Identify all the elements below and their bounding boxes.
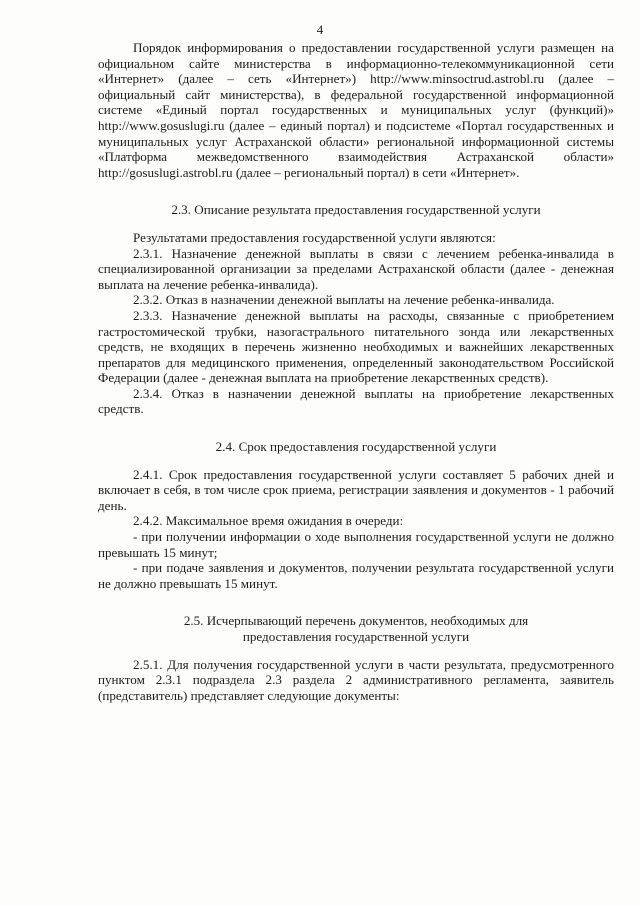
paragraph-2-5-1: 2.5.1. Для получения государственной услуги в части результата, предусмотренного пунктом 2.3.1 подраздела 2.3 раздела 2 административного регламента, заявитель (представитель) представляет следующие документы:: [98, 656, 614, 703]
page-number: 4: [316, 22, 324, 37]
heading-2-4: 2.4. Срок предоставления государственной услуги: [215, 439, 497, 455]
paragraph-2-3-1: 2.3.1. Назначение денежной выплаты в связи с лечением ребенка-инвалида в специализированной организации за пределами Астраханской области (далее - денежная выплата на лечение ребенка-инвалида).: [98, 245, 614, 292]
paragraph-informing: Порядок информирования о предоставлении государственной услуги размещен на официальном сайте министерства в информационно-телекоммуникационной сети «Интернет» (далее – сеть «Интернет») http://www.minsoctrud.astrobl.ru (далее – официальный сайт министерства), в федеральной государственной информационной системе «Единый портал государственных и муниципальных услуг (функций)» http://www.gosuslugi.ru (далее – единый портал) и подсистеме «Портал государственных и муниципальных услуг Астраханской области» региональной информационной системы «Платформа межведомственного взаимодействия Астраханской области» http://gosuslugi.astrobl.ru (далее – региональный портал) в сети «Интернет».: [98, 40, 614, 180]
paragraph-2-3-intro: Результатами предоставления государственной услуги являются:: [133, 229, 496, 245]
paragraph-2-4-1: 2.4.1. Срок предоставления государственной услуги составляет 5 рабочих дней и включает в себя, в том числе срок приема, регистрации заявления и документов - 1 рабочий день.: [98, 466, 614, 513]
heading-2-5-line2: предоставления государственной услуги: [242, 629, 470, 644]
paragraph-2-3-2: 2.3.2. Отказ в назначении денежной выплаты на лечение ребенка-инвалида.: [133, 292, 555, 308]
heading-2-5-line1: 2.5. Исчерпывающий перечень документов, необходимых для: [183, 613, 529, 629]
paragraph-2-4-2: 2.4.2. Максимальное время ожидания в очереди:: [133, 513, 404, 529]
document-body: [98, 40, 614, 703]
heading-2-3: 2.3. Описание результата предоставления государственной услуги: [171, 202, 541, 218]
paragraph-2-4-2-b: - при подаче заявления и документов, получении результата государственной услуги не должно превышать 15 минут.: [98, 560, 614, 591]
paragraph-2-3-4: 2.3.4. Отказ в назначении денежной выплаты на приобретение лекарственных средств.: [98, 385, 614, 417]
paragraph-2-3-3: 2.3.3. Назначение денежной выплаты на расходы, связанные с приобретением гастростомической трубки, назогастрального питательного зонда или лекарственных средств, не входящих в перечень жизненно необходимых и важнейших лекарственных препаратов для медицинского применения, определенный законодательством Российской Федерации (далее - денежная выплата на приобретение лекарственных средств).: [98, 307, 614, 386]
paragraph-2-4-2-a: - при получении информации о ходе выполнения государственной услуги не должно превышать 15 минут;: [98, 529, 614, 560]
